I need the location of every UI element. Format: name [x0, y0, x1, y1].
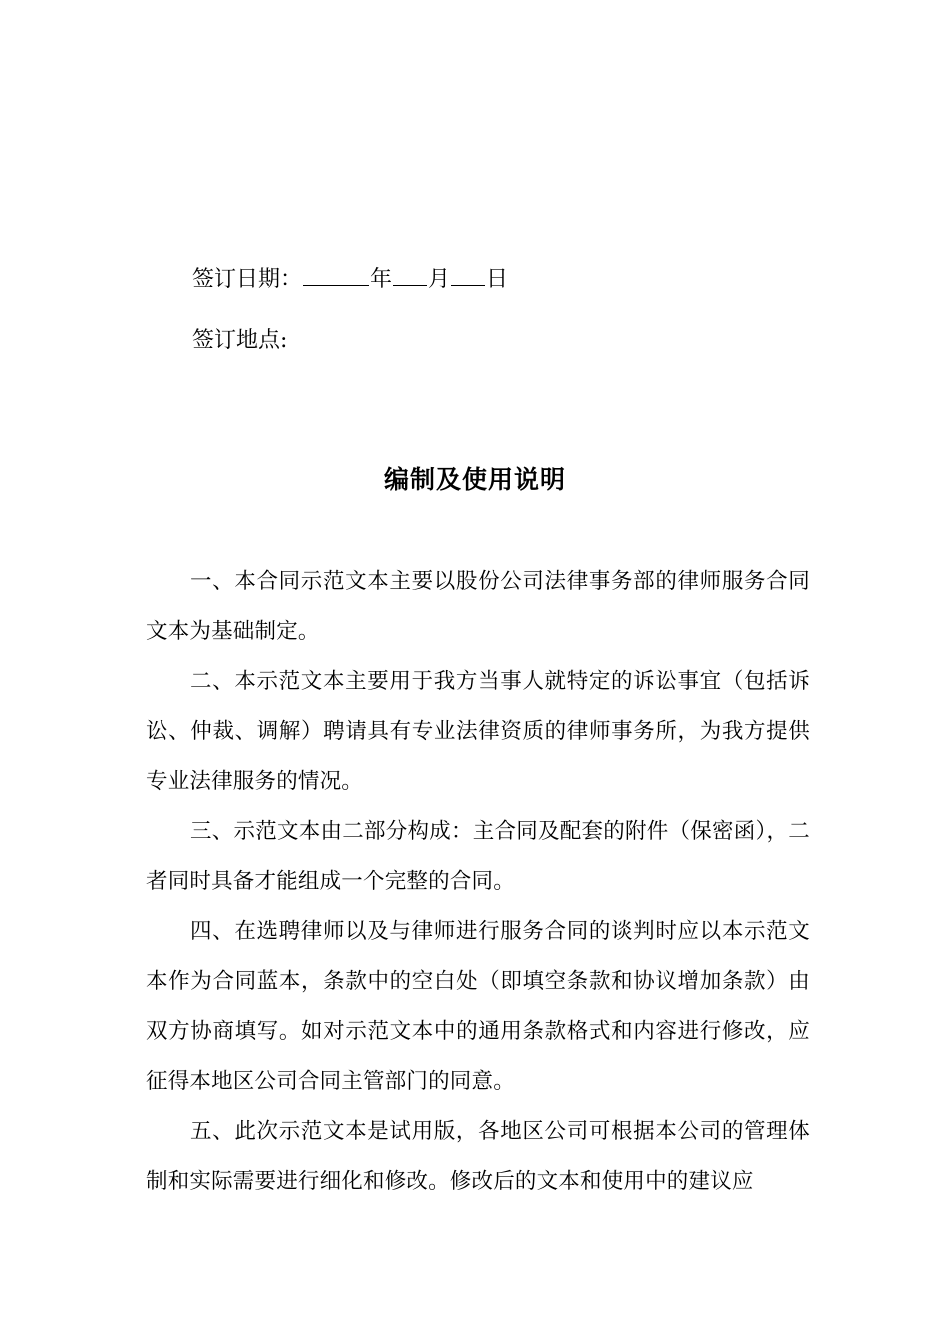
day-label: 日	[486, 267, 509, 292]
year-blank	[303, 263, 369, 286]
month-label: 月	[428, 267, 451, 292]
paragraph-1: 一、本合同示范文本主要以股份公司法律事务部的律师服务合同文本为基础制定。	[146, 569, 810, 644]
paragraph-4: 四、在选聘律师以及与律师进行服务合同的谈判时应以本示范文本作为合同蓝本，条款中的空白处（即填空条款和协议增加条款）由双方协商填写。如对示范文本中的通用条款格式和内容进行修改，应征得本地区公司合同主管部门的同意。	[146, 919, 810, 1094]
paragraph-3: 三、示范文本由二部分构成：主合同及配套的附件（保密函），二者同时具备才能组成一个完整的合同。	[146, 819, 810, 894]
section-heading: 编制及使用说明	[383, 465, 566, 494]
paragraph-5: 五、此次示范文本是试用版，各地区公司可根据本公司的管理体制和实际需要进行细化和修改。修改后的文本和使用中的建议应	[146, 1119, 810, 1194]
year-label: 年	[370, 267, 393, 292]
day-blank	[451, 263, 485, 286]
signing-date-line	[192, 263, 508, 295]
signing-place-line	[192, 326, 287, 356]
signing-place-label: 签订地点:	[192, 328, 288, 353]
instructions-body	[146, 557, 810, 1207]
signing-date-label: 签订日期：	[192, 267, 303, 292]
paragraph-2: 二、本示范文本主要用于我方当事人就特定的诉讼事宜（包括诉讼、仲裁、调解）聘请具有专业法律资质的律师事务所，为我方提供专业法律服务的情况。	[146, 669, 810, 794]
month-blank	[393, 263, 427, 286]
